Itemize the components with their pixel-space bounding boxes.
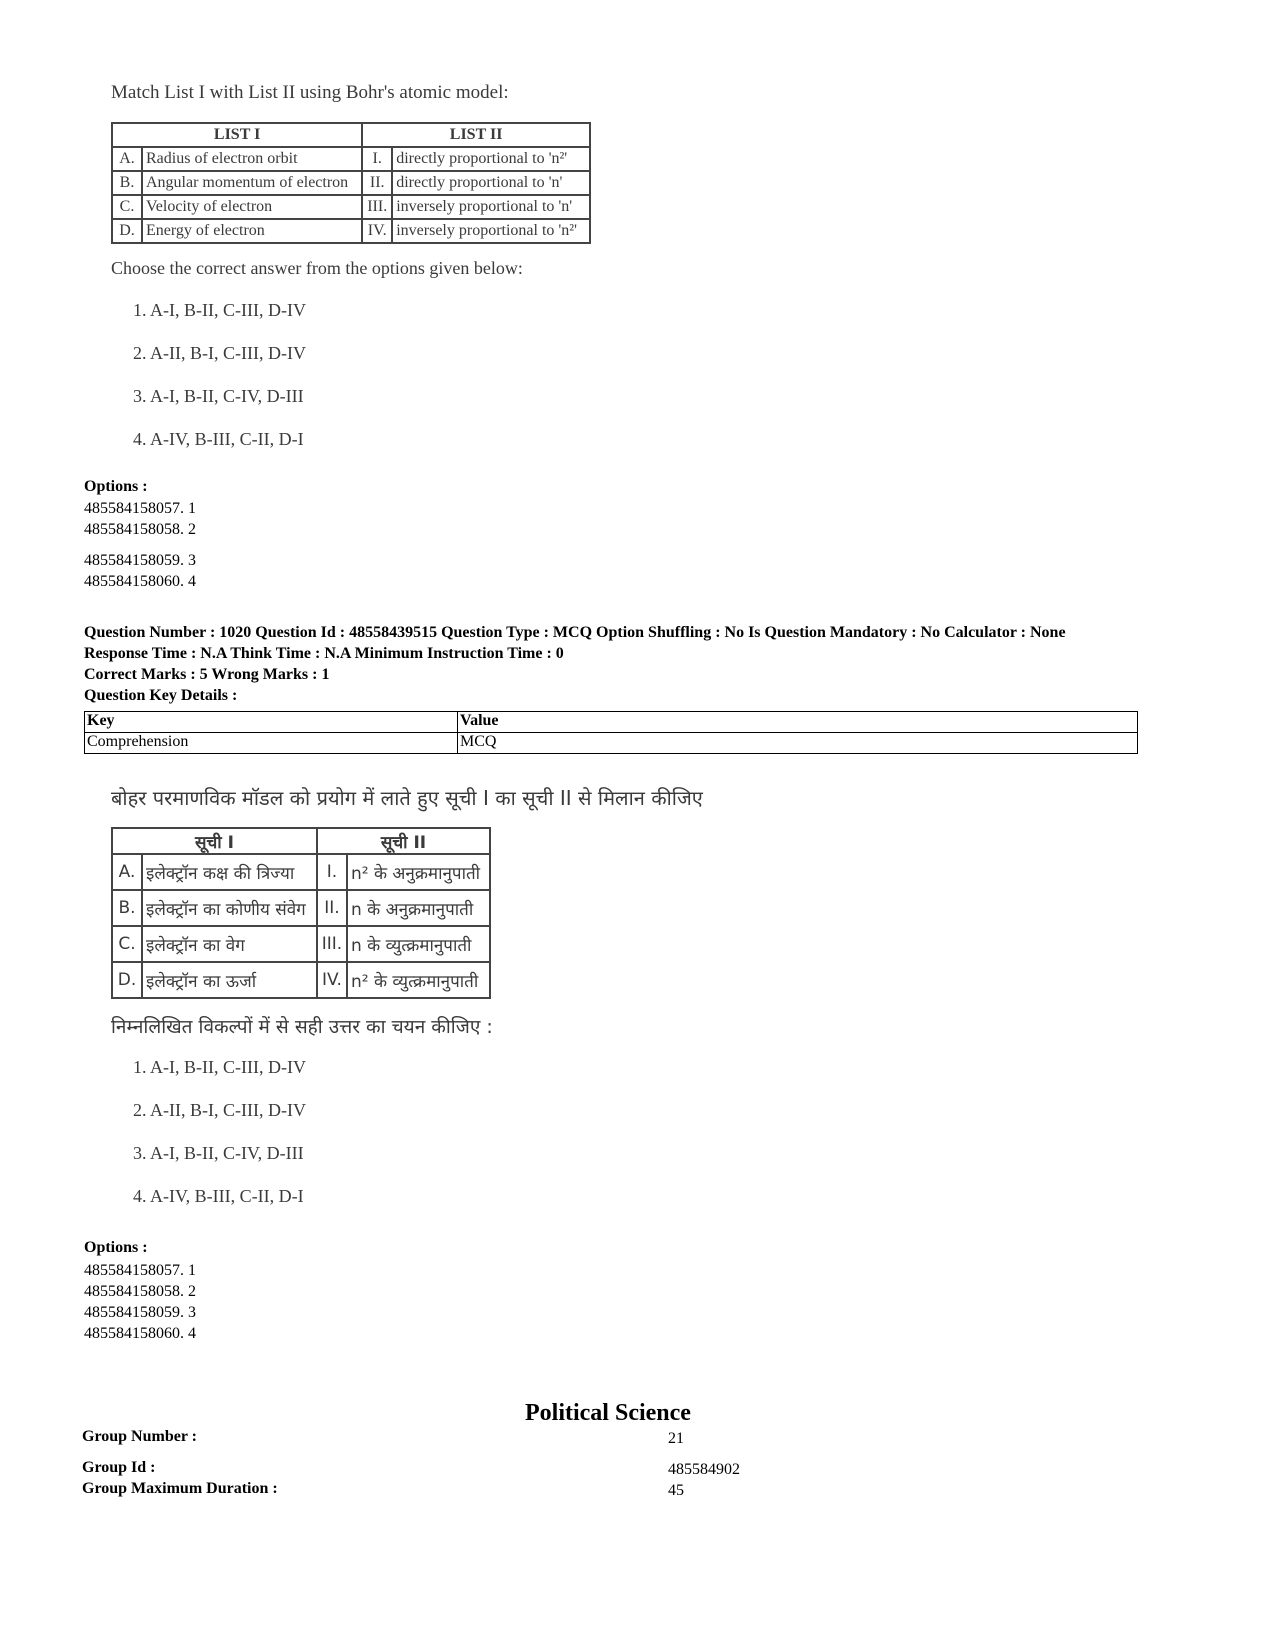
- list1-cell: इलेक्ट्रॉन का वेग: [142, 926, 317, 962]
- option-id: 485584158058. 2: [84, 1283, 196, 1300]
- option-id: 485584158059. 3: [84, 552, 196, 569]
- list2-cell: n² के अनुक्रमानुपाती: [347, 854, 490, 890]
- list1-header: LIST I: [112, 123, 362, 147]
- group-number-value: 21: [668, 1430, 684, 1447]
- table-row: [112, 147, 590, 171]
- question-instruction-hi: बोहर परमाणविक मॉडल को प्रयोग में लाते हुए सूची I का सूची II से मिलान कीजिए: [111, 786, 703, 810]
- option-id: 485584158060. 4: [84, 1325, 196, 1342]
- value-header: Value: [458, 712, 1138, 733]
- list1-cell: Velocity of electron: [142, 195, 362, 219]
- group-id-value: 485584902: [668, 1461, 740, 1478]
- row-label: D.: [112, 219, 142, 243]
- table-row: [85, 712, 1138, 733]
- question-instruction-en: Match List I with List II using Bohr's atomic model:: [111, 82, 509, 103]
- table-row: [112, 854, 490, 890]
- list1-cell: Angular momentum of electron: [142, 171, 362, 195]
- question-key-table: [84, 711, 1138, 754]
- option-id: 485584158060. 4: [84, 573, 196, 590]
- row-label: IV.: [317, 962, 347, 998]
- group-max-duration-label: Group Maximum Duration :: [82, 1480, 278, 1497]
- row-label: III.: [317, 926, 347, 962]
- table-row: [112, 926, 490, 962]
- list1-cell: इलेक्ट्रॉन कक्ष की त्रिज्या: [142, 854, 317, 890]
- question-meta-line: Question Number : 1020 Question Id : 48558439515 Question Type : MCQ Option Shuffling : No Is Question Mandatory : No Calculator : None: [84, 624, 1066, 641]
- choose-instruction-hi: निम्नलिखित विकल्पों में से सही उत्तर का चयन कीजिए :: [111, 1016, 493, 1038]
- section-title: Political Science: [525, 1400, 691, 1426]
- option-id: 485584158058. 2: [84, 521, 196, 538]
- choose-instruction-en: Choose the correct answer from the options given below:: [111, 258, 523, 278]
- question-meta-line: Response Time : N.A Think Time : N.A Minimum Instruction Time : 0: [84, 645, 564, 662]
- table-row: [85, 733, 1138, 754]
- group-number-label: Group Number :: [82, 1428, 197, 1445]
- choice-item: 2. A-II, B-I, C-III, D-IV: [133, 1100, 306, 1120]
- row-label: II.: [362, 171, 392, 195]
- option-id: 485584158059. 3: [84, 1304, 196, 1321]
- list1-header: सूची I: [112, 828, 317, 854]
- row-label: A.: [112, 147, 142, 171]
- row-label: D.: [112, 962, 142, 998]
- choice-item: 2. A-II, B-I, C-III, D-IV: [133, 343, 306, 363]
- list1-cell: Energy of electron: [142, 219, 362, 243]
- options-label: Options :: [84, 1239, 148, 1256]
- list2-header: सूची II: [317, 828, 490, 854]
- table-row: [112, 219, 590, 243]
- list2-header: LIST II: [362, 123, 590, 147]
- options-label: Options :: [84, 478, 148, 495]
- list2-cell: n के व्युत्क्रमानुपाती: [347, 926, 490, 962]
- row-label: III.: [362, 195, 392, 219]
- question-key-details-label: Question Key Details :: [84, 687, 238, 704]
- row-label: C.: [112, 195, 142, 219]
- list2-cell: directly proportional to 'n²': [392, 147, 590, 171]
- row-label: A.: [112, 854, 142, 890]
- list2-cell: inversely proportional to 'n²': [392, 219, 590, 243]
- choice-item: 3. A-I, B-II, C-IV, D-III: [133, 1143, 304, 1163]
- row-label: IV.: [362, 219, 392, 243]
- table-row: [112, 171, 590, 195]
- list1-cell: इलेक्ट्रॉन का ऊर्जा: [142, 962, 317, 998]
- table-row: [112, 890, 490, 926]
- choice-item: 1. A-I, B-II, C-III, D-IV: [133, 300, 306, 320]
- row-label: I.: [362, 147, 392, 171]
- list2-cell: directly proportional to 'n': [392, 171, 590, 195]
- row-label: C.: [112, 926, 142, 962]
- row-label: II.: [317, 890, 347, 926]
- question-meta-line: Correct Marks : 5 Wrong Marks : 1: [84, 666, 330, 683]
- group-max-duration-value: 45: [668, 1482, 684, 1499]
- choice-item: 4. A-IV, B-III, C-II, D-I: [133, 429, 304, 449]
- list1-cell: इलेक्ट्रॉन का कोणीय संवेग: [142, 890, 317, 926]
- table-row: [112, 195, 590, 219]
- row-label: B.: [112, 890, 142, 926]
- choice-item: 3. A-I, B-II, C-IV, D-III: [133, 386, 304, 406]
- group-id-label: Group Id :: [82, 1459, 156, 1476]
- list2-cell: n के अनुक्रमानुपाती: [347, 890, 490, 926]
- match-table-hi: [111, 827, 491, 999]
- value-cell: MCQ: [458, 733, 1138, 754]
- table-row: [112, 962, 490, 998]
- list2-cell: inversely proportional to 'n': [392, 195, 590, 219]
- row-label: B.: [112, 171, 142, 195]
- option-id: 485584158057. 1: [84, 1262, 196, 1279]
- key-header: Key: [85, 712, 458, 733]
- row-label: I.: [317, 854, 347, 890]
- key-cell: Comprehension: [85, 733, 458, 754]
- choice-item: 1. A-I, B-II, C-III, D-IV: [133, 1057, 306, 1077]
- option-id: 485584158057. 1: [84, 500, 196, 517]
- choice-item: 4. A-IV, B-III, C-II, D-I: [133, 1186, 304, 1206]
- list1-cell: Radius of electron orbit: [142, 147, 362, 171]
- match-table-en: [111, 122, 591, 244]
- list2-cell: n² के व्युत्क्रमानुपाती: [347, 962, 490, 998]
